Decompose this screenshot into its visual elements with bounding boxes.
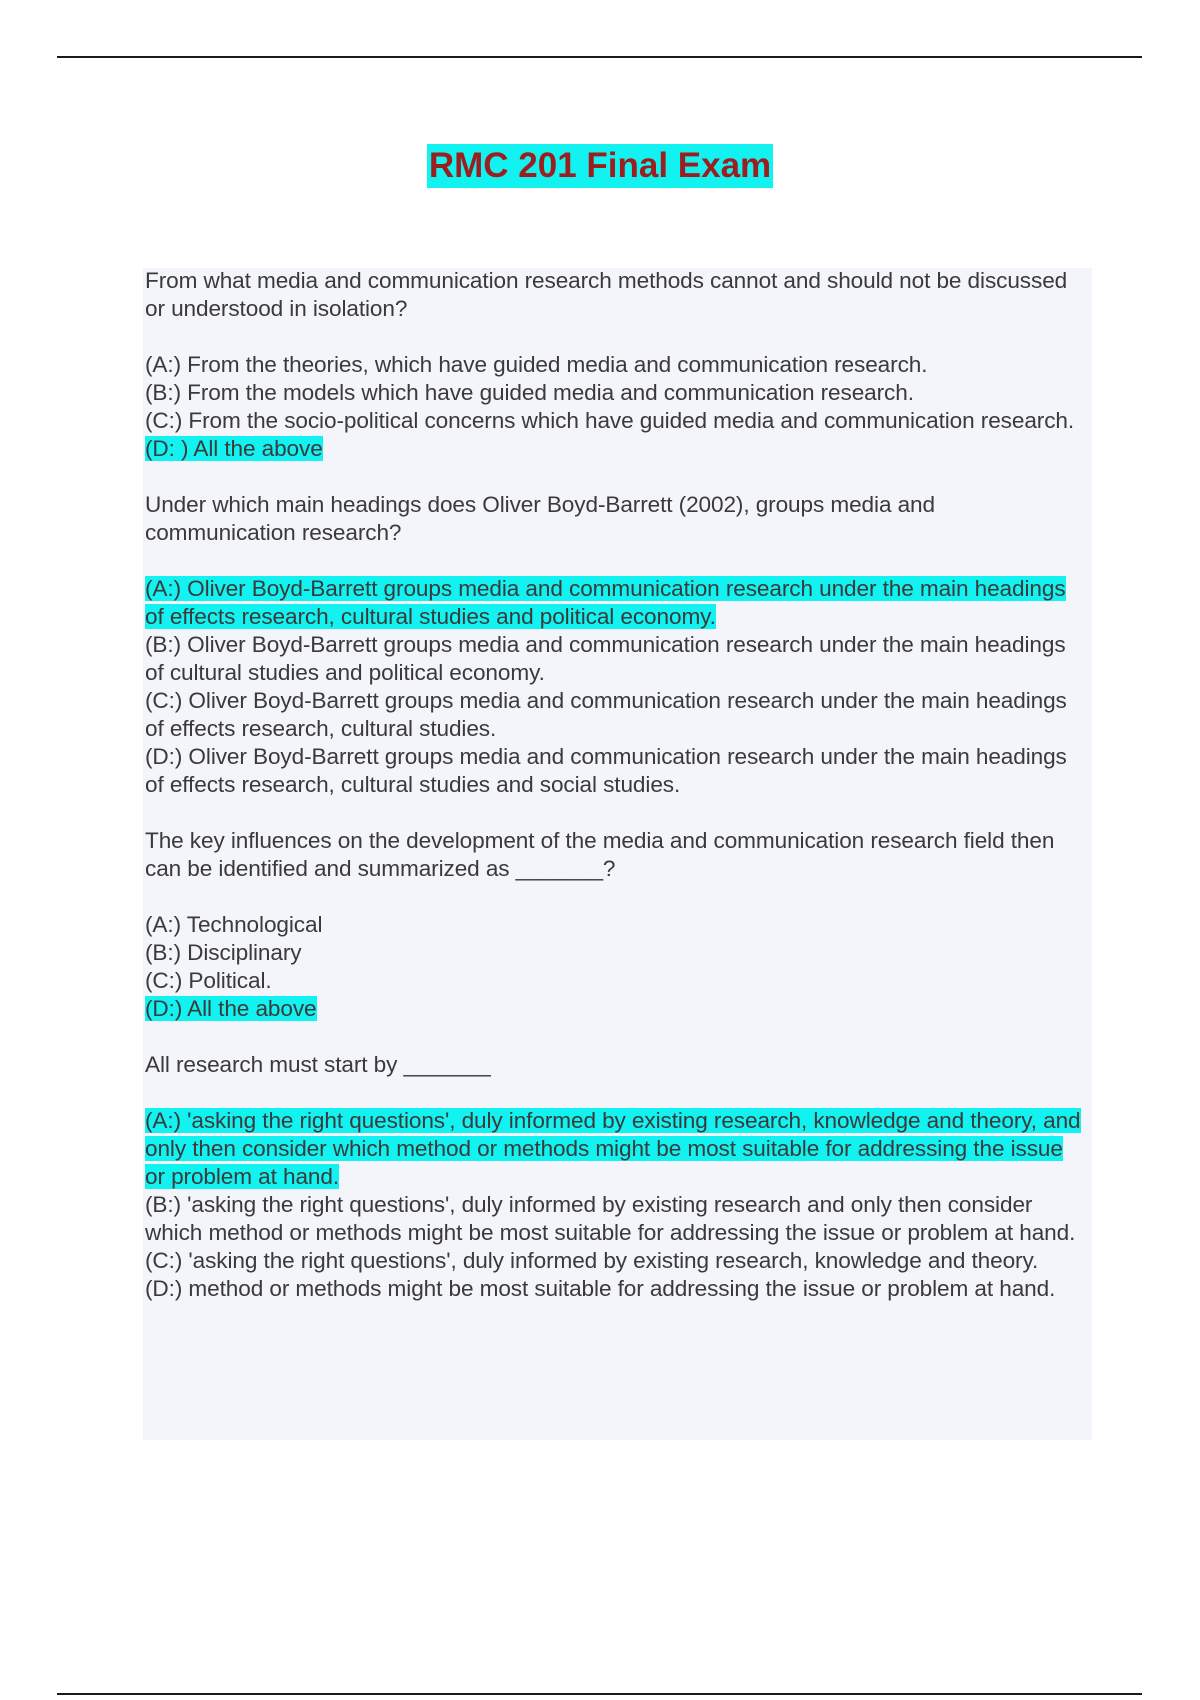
question-1 (145, 267, 1085, 463)
option-d: (D:) Oliver Boyd-Barrett groups media and communication research under the main headings of effects research, cultural studies and social studies. (145, 744, 1067, 797)
question-list (145, 267, 1085, 1331)
answer-highlight: (A:) Oliver Boyd-Barrett groups media and communication research under the main headings of effects research, cultural studies and political economy. (145, 576, 1066, 629)
option-c: (C:) 'asking the right questions', duly informed by existing research, knowledge and theory. (145, 1248, 1039, 1273)
option-a: (A:) From the theories, which have guided media and communication research. (145, 352, 928, 377)
question-2 (145, 491, 1085, 799)
option-c: (C:) Oliver Boyd-Barrett groups media and communication research under the main headings of effects research, cultural studies. (145, 688, 1067, 741)
question-3 (145, 827, 1085, 1023)
answer-highlight: (D: ) All the above (145, 436, 323, 461)
title-container (0, 144, 1200, 188)
bottom-rule (57, 1693, 1142, 1695)
option-a-correct (145, 575, 1085, 631)
question-4 (145, 1051, 1085, 1303)
page-title: RMC 201 Final Exam (427, 144, 773, 188)
option-b: (B:) From the models which have guided media and communication research. (145, 380, 914, 405)
question-text: All research must start by _______ (145, 1052, 491, 1077)
answer-highlight: (D:) All the above (145, 996, 317, 1021)
option-a-correct (145, 1107, 1085, 1191)
question-text: From what media and communication research methods cannot and should not be discussed or understood in isolation? (145, 268, 1068, 321)
answer-highlight: (A:) 'asking the right questions', duly informed by existing research, knowledge and theory, and only then consider which method or methods might be most suitable for addressing the issue or problem at hand. (145, 1108, 1081, 1189)
option-c: (C:) From the socio-political concerns which have guided media and communication research. (145, 408, 1075, 433)
top-rule (57, 56, 1142, 58)
option-d: (D:) method or methods might be most suitable for addressing the issue or problem at hand. (145, 1276, 1056, 1301)
question-text: Under which main headings does Oliver Boyd-Barrett (2002), groups media and communication research? (145, 492, 935, 545)
option-d-correct (145, 995, 1085, 1023)
option-b: (B:) Disciplinary (145, 940, 302, 965)
option-b: (B:) Oliver Boyd-Barrett groups media and communication research under the main headings of cultural studies and political economy. (145, 632, 1066, 685)
question-text: The key influences on the development of the media and communication research field then can be identified and summarized as _______? (145, 828, 1055, 881)
option-c: (C:) Political. (145, 968, 272, 993)
option-d-correct (145, 435, 1085, 463)
option-b: (B:) 'asking the right questions', duly informed by existing research and only then consider which method or methods might be most suitable for addressing the issue or problem at hand. (145, 1192, 1076, 1245)
option-a: (A:) Technological (145, 912, 323, 937)
